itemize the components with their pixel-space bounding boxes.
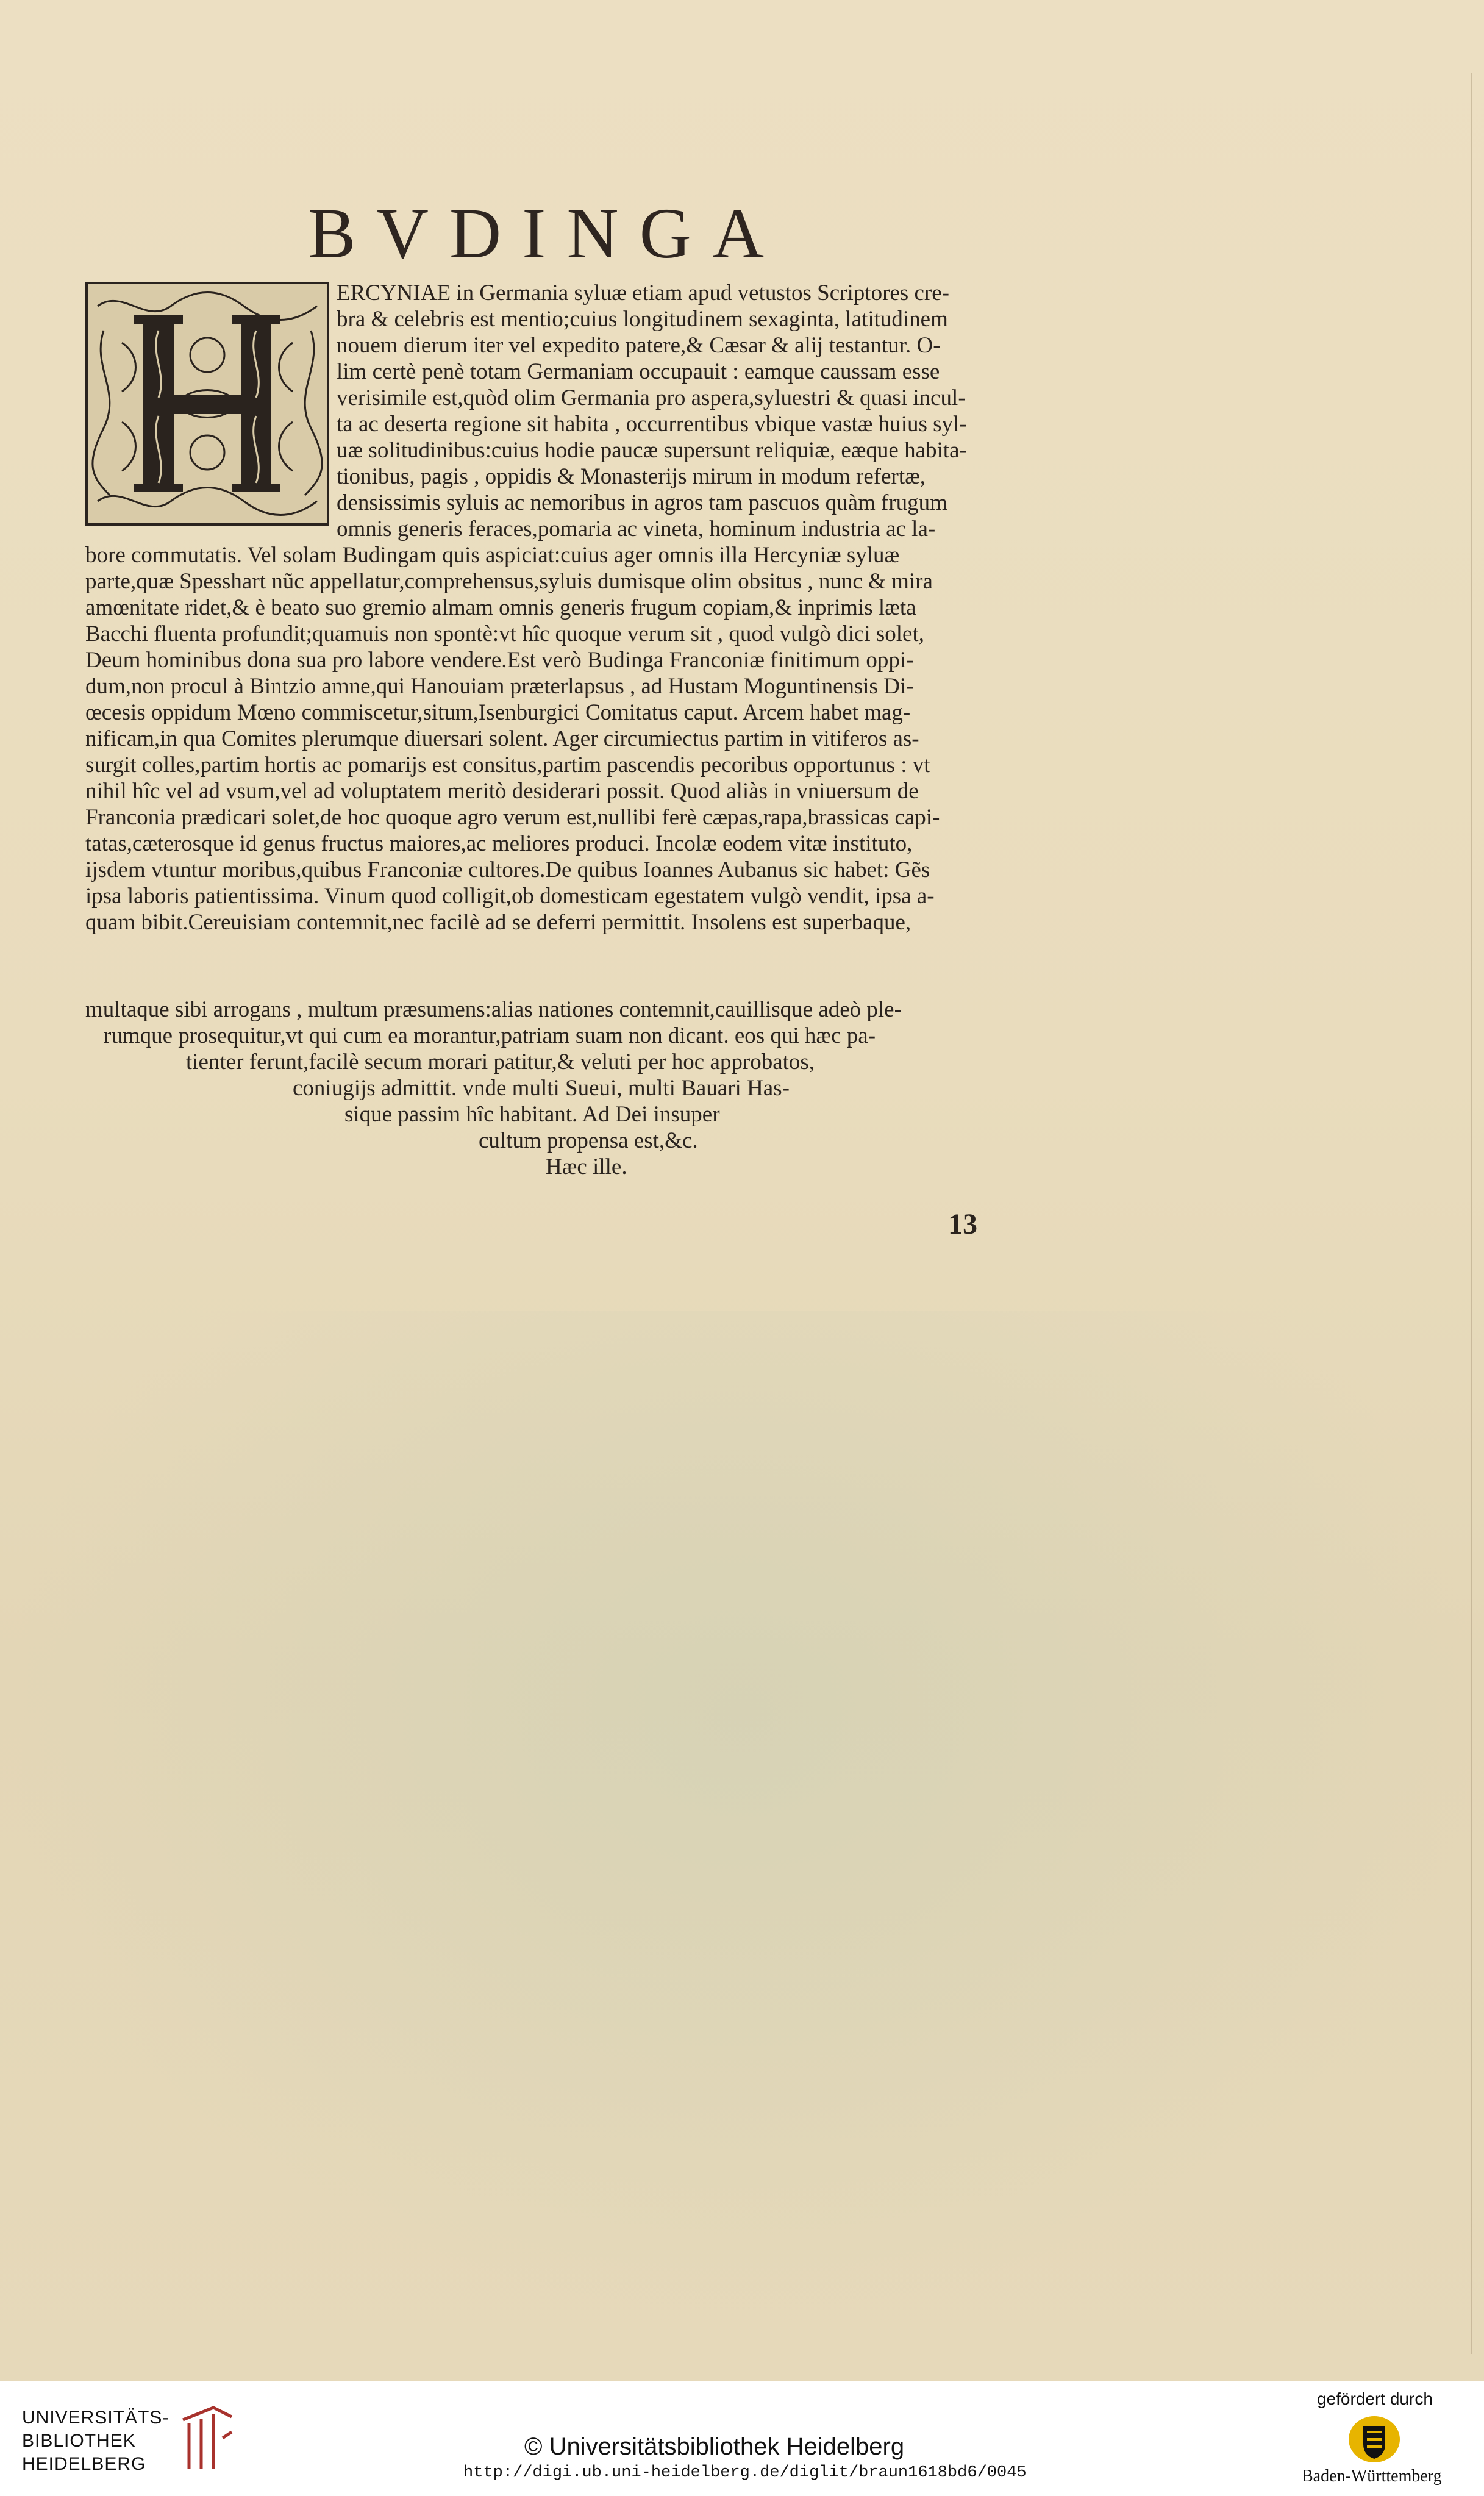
text-line: ERCYNIAE in Germania syluæ etiam apud vetustos Scriptores cre- <box>337 281 949 306</box>
text-line: densissimis syluis ac nemoribus in agros tam pascuos quàm frugum <box>337 490 947 515</box>
text-line: coniugijs admittit. vnde multi Sueui, multi Bauari Has- <box>293 1076 790 1101</box>
library-name-line-1: UNIVERSITÄTS- <box>22 2408 169 2428</box>
text-line: nificam,in qua Comites plerumque diuersari solent. Ager circumiectus partim in vitiferos as- <box>85 726 919 751</box>
text-line: bra & celebris est mentio;cuius longitudinem sexaginta, latitudinem <box>337 307 948 332</box>
text-line: Bacchi fluenta profundit;quamuis non spontè:vt hîc quoque verum sit , quod vulgò dici solet, <box>85 621 924 646</box>
text-line: verisimile est,quòd olim Germania pro aspera,syluestri & quasi incul- <box>337 385 966 410</box>
text-line: œcesis oppidum Mœno commiscetur,situm,Isenburgici Comitatus caput. Arcem habet mag- <box>85 700 911 725</box>
text-line: uæ solitudinibus:cuius hodie paucæ supersunt reliquiæ, eæque habita- <box>337 438 967 463</box>
baden-wuerttemberg-crest-icon <box>1347 2415 1401 2464</box>
page-number: 13 <box>948 1208 977 1240</box>
text-line: quam bibit.Cereuisiam contemnit,nec facilè ad se deferri permittit. Insolens est superbaque, <box>85 910 911 935</box>
text-line: lim certè penè totam Germaniam occupauit : eamque caussam esse <box>337 359 940 384</box>
text-line: cultum propensa est,&c. <box>479 1128 698 1153</box>
text-line: ta ac deserta regione sit habita , occurrentibus vbique vastæ huius syl- <box>337 412 967 437</box>
decorated-initial-h <box>85 282 329 526</box>
text-line: Franconia prædicari solet,de hoc quoque agro verum est,nullibi ferè cæpas,rapa,brassicas capi- <box>85 805 940 830</box>
library-name-line-2: BIBLIOTHEK <box>22 2431 136 2451</box>
copyright-notice: © Universitätsbibliothek Heidelberg <box>524 2433 905 2460</box>
funded-by-label: gefördert durch <box>1317 2389 1433 2408</box>
text-line: amœnitate ridet,& è beato suo gremio almam omnis generis frugum copiam,& inprimis læta <box>85 595 916 620</box>
permalink-url[interactable]: http://digi.ub.uni-heidelberg.de/diglit/braun1618bd6/0045 <box>463 2464 1027 2482</box>
text-line: dum,non procul à Bintzio amne,qui Hanouiam præterlapsus , ad Hustam Moguntinensis Di- <box>85 674 914 699</box>
text-line: surgit colles,partim hortis ac pomarijs est consitus,partim pascendis pecoribus opportunus : vt <box>85 753 930 778</box>
text-line: bore commutatis. Vel solam Budingam quis aspiciat:cuius ager omnis illa Hercyniæ syluæ <box>85 543 900 568</box>
text-line: ijsdem vtuntur moribus,quibus Franconiæ cultores.De quibus Ioannes Aubanus sic habet: Gẽs <box>85 857 930 882</box>
text-line: sique passim hîc habitant. Ad Dei insuper <box>344 1102 720 1127</box>
text-line: multaque sibi arrogans , multum præsumens:alias nationes contemnit,cauillisque adeò ple- <box>85 997 902 1022</box>
library-logo-icon[interactable] <box>177 2401 238 2475</box>
funder-name: Baden-Württemberg <box>1302 2467 1442 2486</box>
text-line: tionibus, pagis , oppidis & Monasterijs mirum in modum refertæ, <box>337 464 926 489</box>
text-line: nouem dierum iter vel expedito patere,& Cæsar & alij testantur. O- <box>337 333 941 358</box>
text-line: tienter ferunt,facilè secum morari patitur,& veluti per hoc approbatos, <box>186 1050 815 1075</box>
library-name-line-3: HEIDELBERG <box>22 2454 146 2474</box>
text-line: omnis generis feraces,pomaria ac vineta, hominum industria ac la- <box>337 517 936 542</box>
text-line: rumque prosequitur,vt qui cum ea morantur,patriam suam non dicant. eos qui hæc pa- <box>104 1023 876 1048</box>
page-title: BVDINGA <box>308 193 785 273</box>
text-line: ipsa laboris patientissima. Vinum quod colligit,ob domesticam egestatem vulgò vendit, ipsa a- <box>85 884 935 909</box>
text-line: Deum hominibus dona sua pro labore vendere.Est verò Budinga Franconiæ finitimum oppi- <box>85 648 914 673</box>
text-line: nihil hîc vel ad vsum,vel ad voluptatem meritò desiderari possit. Quod aliàs in vniuersum de <box>85 779 919 804</box>
text-line: tatas,cæterosque id genus fructus maiores,ac meliores produci. Incolæ eodem vitæ instituto, <box>85 831 913 856</box>
text-line: Hæc ille. <box>546 1154 627 1179</box>
text-line: parte,quæ Spesshart nũc appellatur,comprehensus,syluis dumisque olim obsitus , nunc & mira <box>85 569 933 594</box>
